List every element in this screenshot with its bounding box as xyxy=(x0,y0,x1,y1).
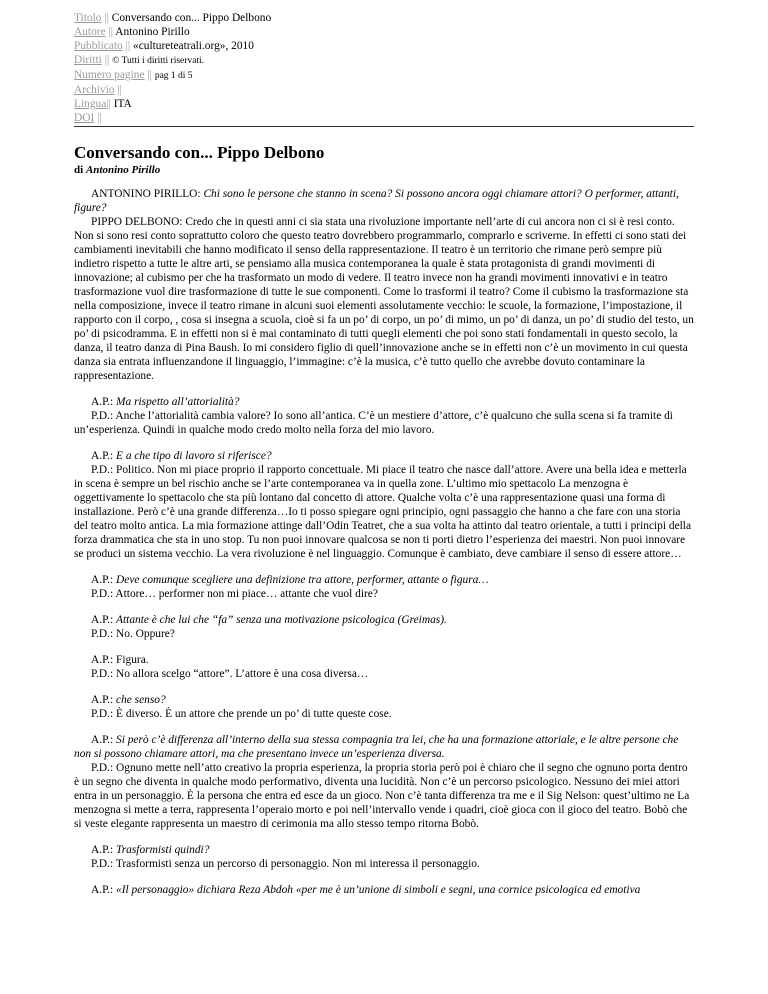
speaker-label: A.P.: xyxy=(91,734,114,746)
speaker-label: A.P.: xyxy=(91,614,114,626)
separator: || xyxy=(147,69,152,81)
answer-text: Credo che in questi anni ci sia stata una rivoluzione importante nell’arte di cui ancora non ci si è resi conto. Non si sono resi conto soprattutto coloro che questo teatro dovrebbero programmarlo, comprarlo e scriverne. In effetti ci sono stati dei cambiamenti inevitabili che hanno modificato il senso della rappresentazione. Il teatro è un territorio che rimane però sempre più indietro rispetto a tutte le altre arti, se pensiamo alla musica contemporanea la quale è stata protagonista di grandi movimenti di innovazione; al cubismo per che ha trasformato un modo di vedere. Il teatro invece non ha grandi movimenti innovativi e in teatro trasformazione vuol dire trasformazione di tutte le sue componenti. Come lo trasformi il teatro? Come il cubismo la trasformazione sta nella composizione, invece il teatro rimane in alcuni suoi elementi assolutamente vecchio: le scuole, la formazione, l’impostazione, il rapporto con il corpo, , cosa si insegna a scuola, cioè si fa un po’ di corpo, un po’ di mimo, un po’ di danza, un po’ di studio del testo, un po’ di psicodramma. E in effetti non si è mai contaminato di tutti quegli elementi che poi sono stati fondamentali in questo secolo, la danza, il teatro danza di Pina Baush. Io mi considero figlio di quell’innovazione anche se in effetti non c’è un movimento in cui questa danza sia entrata influenzandone il linguaggio, l’immagine: c’è la musica, c’è tutto quello che avrebbe dovuto contaminare la rappresentazione. xyxy=(74,216,694,382)
speaker-label: P.D.: xyxy=(91,708,114,720)
separator: || xyxy=(125,40,131,52)
archive-link[interactable]: Archivio xyxy=(74,84,115,96)
answer-text: Attore… performer non mi piace… attante che vuol dire? xyxy=(115,588,378,600)
separator: || xyxy=(117,84,122,96)
interview-exchange xyxy=(74,843,694,871)
speaker-label: P.D.: xyxy=(91,858,114,870)
meta-language xyxy=(74,97,694,111)
speaker-label: A.P.: xyxy=(91,396,114,408)
question-text: Si però c’è differenza all’interno della sua stessa compagnia tra lei, che ha una formazione attoriale, e le altre persone che non si possono chiamare attori, ma che presentano invece un’esperienza diversa. xyxy=(74,734,679,760)
interview-body xyxy=(74,187,694,897)
speaker-label: P.D.: xyxy=(91,464,114,476)
separator: || xyxy=(108,26,114,38)
speaker-label: A.P.: xyxy=(91,884,114,896)
interview-exchange xyxy=(74,449,694,561)
speaker-label: ANTONINO PIRILLO: xyxy=(91,188,201,200)
interview-exchange xyxy=(74,573,694,601)
interview-exchange xyxy=(74,613,694,641)
answer-text: Politico. Non mi piace proprio il rapporto concettuale. Mi piace il teatro che nasce dall’attore. Avere una bella idea e metterla in scena è sempre un bel rischio anche se l’arte contemporanea va in quella zone. L’ultimo mio spettacolo La menzogna è oggettivamente lo spettacolo che sta più lontano dal concetto di attore. Qualche volta c’è una rappresentazione quasi una forma di installazione. Però c’è una grande differenza…Io ti posso spiegare ogni principio, ogni passaggio che hanno a che fare con una storia del teatro molto antica. La mia formazione attinge dall’Odin Teatret, che a sua volta ha attinto dal teatro orientale, a tutti i principi della forza drammatica che sta in uno stop. Tu non puoi innovare qualcosa se non ti porti dietro l’esperienza dei maestri. Non puoi innovare se produci un sistema vecchio. La vera rivoluzione è nel linguaggio. Comunque è cambiato, deve cambiare il senso di essere attore… xyxy=(74,464,692,560)
interview-line xyxy=(74,733,694,761)
separator: || xyxy=(97,112,102,124)
speaker-label: A.P.: xyxy=(91,450,114,462)
article-title: Conversando con... Pippo Delbono xyxy=(74,143,325,162)
published-link[interactable]: Pubblicato xyxy=(74,40,123,52)
answer-text: Ognuno mette nell’atto creativo la propria esperienza, la propria storia però poi è chiaro che il segno che ognuno porta dentro è un segno che diventa in qualche modo performativo, diventa una lucidità. Non c’è un percorso psicologico. Nessuno dei miei attori entra in un personaggio. È la persona che entra ed esce da un gioco. Non c’è tanta differenza tra me e il Sig Nelson: quest’ultimo ne La menzogna si mette a terra, rappresenta l’operaio morto e poi nell’intervallo vende i quadri, cioè gioca con il gioco del teatro. Bobò che si veste elegante rappresenta un maestro di cerimonia ma allo stesso tempo ritorna Bobò. xyxy=(74,762,690,830)
interview-line xyxy=(74,187,694,215)
pages-value: pag 1 di 5 xyxy=(154,71,193,81)
interview-line xyxy=(74,761,694,831)
question-text: «Il personaggio» dichiara Reza Abdoh «per me è un’unione di simboli e segni, una cornice psicologica ed emotiva xyxy=(116,884,641,896)
metadata-list xyxy=(74,11,694,125)
interview-exchange xyxy=(74,883,694,897)
question-text: che senso? xyxy=(116,694,166,706)
speaker-label: A.P.: xyxy=(91,654,114,666)
rights-link[interactable]: Diritti xyxy=(74,54,102,66)
interview-line xyxy=(74,693,694,707)
speaker-label: P.D.: xyxy=(91,410,114,422)
interview-line xyxy=(74,653,694,667)
interview-exchange xyxy=(74,693,694,721)
speaker-label: A.P.: xyxy=(91,694,114,706)
interview-line xyxy=(74,843,694,857)
speaker-label: P.D.: xyxy=(91,588,114,600)
answer-text: Figura. xyxy=(116,654,149,666)
speaker-label: P.D.: xyxy=(91,628,114,640)
interview-line xyxy=(74,395,694,409)
meta-rights xyxy=(74,53,694,68)
interview-line xyxy=(74,409,694,437)
language-link[interactable]: Lingua xyxy=(74,98,107,110)
author-link[interactable]: Autore xyxy=(74,26,106,38)
interview-exchange xyxy=(74,187,694,383)
author-value: Antonino Pirillo xyxy=(115,26,190,38)
question-text: Attante è che lui che “fa” senza una motivazione psicologica (Greimas). xyxy=(116,614,447,626)
meta-author xyxy=(74,25,694,39)
question-text: E a che tipo di lavoro si riferisce? xyxy=(116,450,272,462)
interview-exchange xyxy=(74,653,694,681)
meta-title xyxy=(74,11,694,25)
speaker-label: A.P.: xyxy=(91,574,114,586)
interview-line xyxy=(74,587,694,601)
byline-prefix: di xyxy=(74,164,84,176)
published-value: «cultureteatrali.org», 2010 xyxy=(133,40,254,52)
interview-line xyxy=(74,463,694,561)
question-text: Ma rispetto all’attorialità? xyxy=(116,396,240,408)
separator: || xyxy=(106,98,111,110)
byline-author: Antonino Pirillo xyxy=(85,164,161,176)
speaker-label: P.D.: xyxy=(91,762,114,774)
language-value: ITA xyxy=(113,98,132,110)
interview-line xyxy=(74,449,694,463)
interview-line xyxy=(74,707,694,721)
interview-line xyxy=(74,857,694,871)
answer-text: È diverso. È un attore che prende un po’ di tutte queste cose. xyxy=(116,708,392,720)
interview-line xyxy=(74,215,694,383)
speaker-label: PIPPO DELBONO: xyxy=(91,216,183,228)
question-text: Chi sono le persone che stanno in scena? Si possono ancora oggi chiamare attori? O performer, attanti, figure? xyxy=(74,188,679,214)
doi-link[interactable]: DOI xyxy=(74,112,95,124)
pages-link[interactable]: Numero pagine xyxy=(74,69,145,81)
interview-line xyxy=(74,883,694,897)
answer-text: Trasformisti senza un percorso di personaggio. Non mi interessa il personaggio. xyxy=(115,858,480,870)
rights-value: © Tutti i diritti riservati. xyxy=(112,56,205,66)
speaker-label: A.P.: xyxy=(91,844,114,856)
interview-line xyxy=(74,613,694,627)
answer-text: No. Oppure? xyxy=(116,628,175,640)
answer-text: Anche l’attorialità cambia valore? Io sono all’antica. C’è un mestiere d’attore, c’è qualcuno che sulla scena si fa tramite di un’esperienza. Quindi in qualche modo credo molto nella forza del mio lavoro. xyxy=(74,410,673,436)
question-text: Trasformisti quindi? xyxy=(116,844,210,856)
header-divider xyxy=(74,126,694,127)
speaker-label: P.D.: xyxy=(91,668,114,680)
interview-line xyxy=(74,573,694,587)
article-byline xyxy=(74,163,694,177)
interview-exchange xyxy=(74,733,694,831)
answer-text: No allora scelgo “attore”. L’attore è una cosa diversa… xyxy=(116,668,369,680)
meta-archive xyxy=(74,83,694,97)
separator: || xyxy=(104,54,110,66)
title-link[interactable]: Titolo xyxy=(74,12,102,24)
interview-line xyxy=(74,627,694,641)
meta-published xyxy=(74,39,694,53)
question-text: Deve comunque scegliere una definizione tra attore, performer, attante o figura… xyxy=(116,574,489,586)
interview-line xyxy=(74,667,694,681)
meta-doi xyxy=(74,111,694,125)
separator: || xyxy=(104,12,109,24)
title-value: Conversando con... Pippo Delbono xyxy=(111,12,272,24)
interview-exchange xyxy=(74,395,694,437)
meta-pages xyxy=(74,68,694,83)
